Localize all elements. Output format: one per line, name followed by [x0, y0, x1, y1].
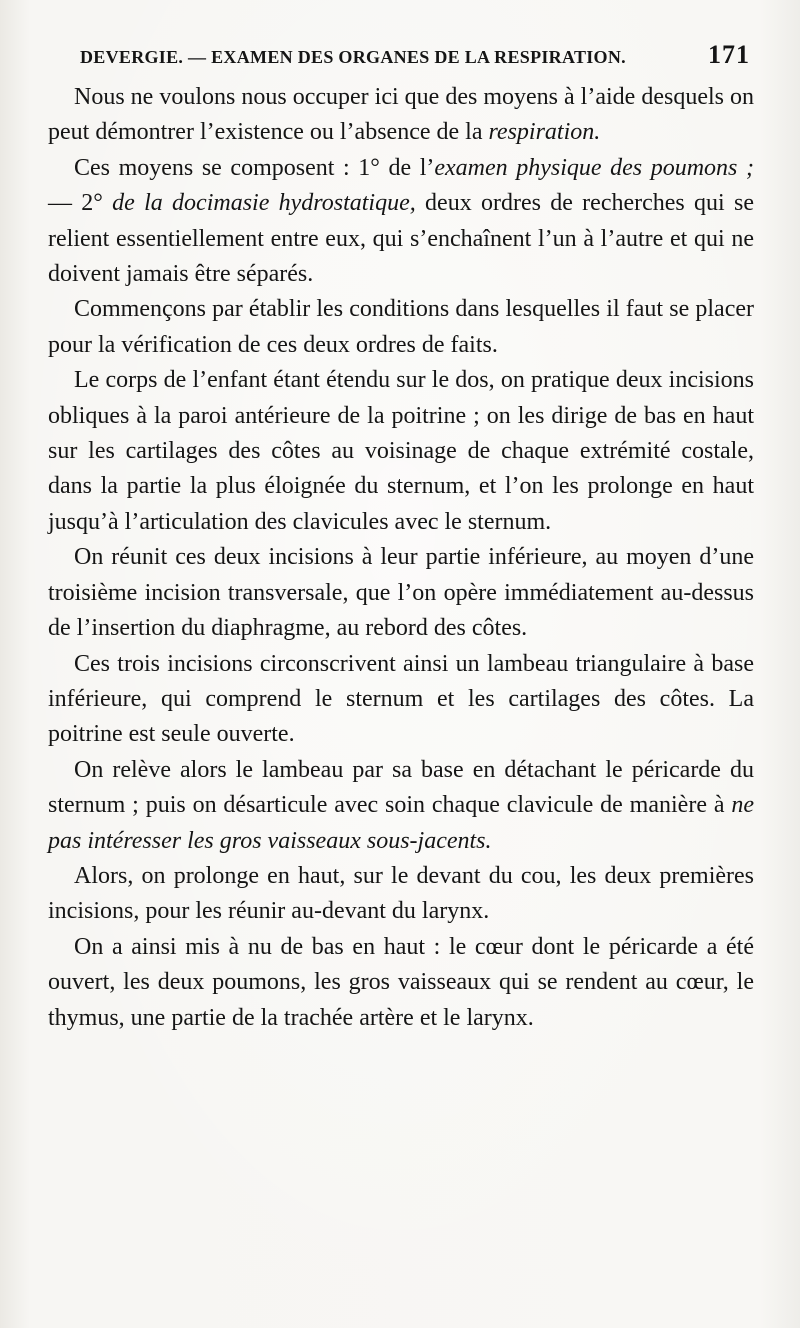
text-segment: On a ainsi mis à nu de bas en haut : le cœur dont le péricarde a été ouvert, les deux poumons, les gros vaisseaux qui se rendent au cœur, le thymus, une partie de la trachée artère et le larynx. — [48, 933, 754, 1031]
text-segment: Le corps de l’enfant étant étendu sur le dos, on pratique deux incisions obliques à la paroi antérieure de la poitrine ; on les dirige de bas en haut sur les cartilages des côtes au voisinage de chaque extrémité costale, dans la partie la plus éloignée du sternum, et l’on les prolonge en haut jusqu’à l’articulation des clavicules avec le sternum. — [48, 367, 754, 535]
text-segment: Nous ne voulons nous occuper ici que des moyens à l’aide desquels on peut démontrer l’existence ou l’absence de la — [48, 84, 754, 146]
paragraph — [48, 292, 754, 363]
italic-text-segment: respiration. — [488, 119, 601, 146]
text-segment: On relève alors le lambeau par sa base en détachant le péricarde du sternum ; puis on désarticule avec soin chaque clavicule de manière à — [48, 756, 754, 819]
italic-text-segment: de la docimasie hydrostatique, — [112, 190, 416, 217]
paragraph — [48, 647, 754, 753]
paragraph — [48, 859, 754, 930]
text-segment: On réunit ces deux incisions à leur partie inférieure, au moyen d’une troisième incision transversale, que l’on opère immédiatement au-dessus de l’insertion du diaphragme, au rebord des côtes. — [48, 544, 754, 642]
text-segment: Ces moyens se composent : 1° de l’ — [74, 154, 435, 181]
italic-text-segment: examen physique des poumons ; — [434, 154, 754, 181]
paragraph — [48, 930, 754, 1036]
page-number: 171 — [708, 40, 750, 69]
paragraph — [48, 80, 754, 151]
body-text — [48, 80, 754, 1036]
paragraph — [48, 540, 754, 646]
text-segment: deux ordres de recherches qui se relient essentiellement entre eux, qui s’enchaînent l’un à l’autre et qui ne doivent jamais être séparés. — [48, 190, 754, 288]
italic-text-segment: ne pas intéresser les gros vaisseaux sous-jacents. — [48, 792, 754, 854]
running-head — [80, 40, 750, 80]
text-segment: Ces trois incisions circonscrivent ainsi un lambeau triangulaire à base inférieure, qui comprend le sternum et les cartilages des côtes. La poitrine est seule ouverte. — [48, 650, 754, 748]
paragraph — [48, 363, 754, 540]
running-head-title: DEVERGIE. — EXAMEN DES ORGANES DE LA RESPIRATION. — [80, 47, 626, 67]
paragraph — [48, 151, 754, 293]
text-segment: Commençons par établir les conditions dans lesquelles il faut se placer pour la vérification de ces deux ordres de faits. — [48, 296, 754, 358]
paragraph — [48, 753, 754, 859]
text-segment: Alors, on prolonge en haut, sur le devant du cou, les deux premières incisions, pour les réunir au-devant du larynx. — [48, 862, 754, 925]
text-segment: — 2° — [48, 190, 113, 217]
